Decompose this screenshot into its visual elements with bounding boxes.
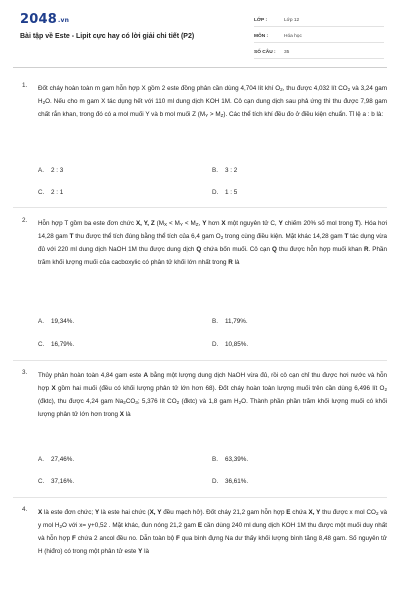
option-c[interactable]: C. 2 : 1 <box>38 189 64 196</box>
meta-label: MÔN : <box>254 34 269 39</box>
question-separator <box>13 497 387 498</box>
logo-text: 2048 <box>20 12 57 27</box>
meta-value: Hóa học <box>284 34 302 39</box>
header-divider <box>13 67 387 68</box>
question-number: 3. <box>22 369 28 376</box>
option-d[interactable]: D. 10,85%. <box>212 341 249 348</box>
meta-row-question-count <box>254 46 384 59</box>
question-number: 4. <box>22 506 28 513</box>
page-header <box>0 0 400 66</box>
option-a[interactable]: A. 19,34%. <box>38 318 75 325</box>
option-c[interactable]: C. 37,16%. <box>38 478 75 485</box>
option-c[interactable]: C. 16,79%. <box>38 341 75 348</box>
option-b[interactable]: B. 63,39%. <box>212 456 249 463</box>
question-text: Thủy phân hoàn toàn 4,84 gam este A bằng một lượng dung dịch NaOH vừa đủ, rồi cô cạn chỉ thu được hơi nước và hỗn hợp X gồm hai muối (đều có khối lượng phân tử lớn hơn 68). Đốt cháy hoàn toàn lượng muối trên cần dùng 6,496 lít $O_2$ (đktc), thu được 4,24 gam $Na_2CO_3$; 5,376 lít $CO_2$ (đktc) và 1,8 gam $H_2O$. Thành phần phần trăm khối lượng muối có khối lượng phân tử lớn hơn trong X là <box>38 372 387 418</box>
option-d[interactable]: D. 36,61%. <box>212 478 249 485</box>
option-d[interactable]: D. 1 : 5 <box>212 189 238 196</box>
document-meta <box>254 14 384 62</box>
question-text: Hỗn hợp T gồm ba este đơn chức X, Y, Z ($M_X < M_Y < M_Z$, Y hơn X một nguyên tử C, Y chiếm 20% số mol trong T). Hóa hơi 14,28 gam T thu được thể tích đúng bằng thể tích của 6,4 gam $O_2$ trong cùng điều kiện. Mặt khác 14,28 gam T tác dụng vừa đủ với 220 ml dung dịch NaOH 1M thu được dung dịch Q chứa bốn muối. Cô cạn Q thu được hỗn hợp muối khan R. Phần trăm khối lượng muối của cacboxylic có phân tử khối lớn nhất trong R là <box>38 220 388 266</box>
meta-label: SỐ CÂU : <box>254 50 276 55</box>
meta-value: Lớp 12 <box>284 18 300 23</box>
question-number: 2. <box>22 217 28 224</box>
option-a[interactable]: A. 2 : 3 <box>38 167 64 174</box>
question-separator <box>13 207 387 208</box>
question-text: X là este đơn chức; Y là este hai chức (X, Y đều mạch hở). Đốt cháy 21,2 gam hỗn hợp E chứa X, Y thu được x mol $CO_2$ và y mol $H_2O$ với x= y+0,52 . Mặt khác, đun nóng 21,2 gam E cần dùng 240 ml dung dịch KOH 1M thu được một muối duy nhất và hỗn hợp F chứa 2 ancol đều no. Dẫn toàn bộ F qua bình đựng Na dư thấy khối lượng bình tăng 8,48 gam. Số nguyên tử H (hiđro) có trong một phân tử este Y là <box>38 509 388 555</box>
option-b[interactable]: B. 11,79%. <box>212 318 248 325</box>
document-title: Bài tập về Este - Lipit cực hay có lời giải chi tiết (P2) <box>20 33 195 40</box>
question-separator <box>13 360 387 361</box>
meta-label: LỚP : <box>254 18 268 23</box>
meta-value: 35 <box>284 50 290 55</box>
meta-row-class <box>254 14 384 27</box>
question-text: Đốt cháy hoàn toàn m gam hỗn hợp X gồm 2 este đồng phân cần dùng 4,704 lít khí $O_2$, thu được 4,032 lít $CO_2$ và 3,24 gam $H_2O$. Nếu cho m gam X tác dụng hết với 110 ml dung dịch KOH 1M. Cô cạn dung dịch sau phả ứng thì thu được 7,98 gam chất rắn khan, trong đó có a mol muối Y và b mol muối Z $(M_Y > M_Z)$. Các thể tích khí đều đo ở điều kiện chuẩn. Tỉ lệ a : b là: <box>38 85 387 118</box>
question-number: 1. <box>22 82 28 89</box>
site-logo[interactable] <box>20 12 69 27</box>
option-b[interactable]: B. 3 : 2 <box>212 167 238 174</box>
logo-suffix: .vn <box>57 17 70 24</box>
meta-row-subject <box>254 30 384 43</box>
option-a[interactable]: A. 27,46%. <box>38 456 75 463</box>
